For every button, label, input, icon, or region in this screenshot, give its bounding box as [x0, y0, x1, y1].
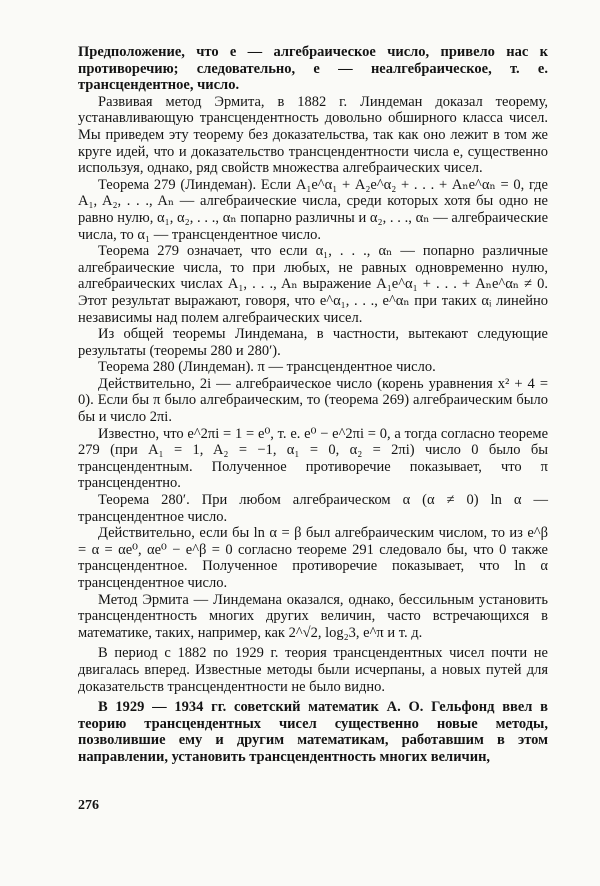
paragraph-theorem-280: Теорема 280 (Линдеман). π — трансцендентное число. — [98, 359, 436, 376]
paragraph-proof-280-part2: Известно, что e^2πi = 1 = e⁰, т. е. e⁰ − e^2πi = 0, а тогда согласно теореме 279 (при A₁ = 1, A₂ = −1, α₁ = 0, α₂ = 2πi) число 0 было бы трансцендентным. Полученное противоречие показывает, что π трансцендентно. — [78, 425, 548, 492]
paragraph-theorem-279: Теорема 279 (Линдеман). Если A₁e^α₁ + A₂e^α₂ + . . . + Aₙe^αₙ = 0, где A₁, A₂, . . ., Aₙ — алгебраические числа, среди которых хотя бы одно не равно нулю, α₁, α₂, . . ., αₙ попарно различны и α₂, . . ., αₙ — алгебраические числа, то α₁ — трансцендентное число. — [78, 176, 548, 243]
paragraph-lindemann-intro: Развивая метод Эрмита, в 1882 г. Линдеман доказал теорему, устанавливающую трансцендентность довольно обширного класса чисел. Мы приведем эту теорему без доказательства, так как оно лежит в том же круге идей, что и доказательство трансцендентности числа e, существенно используя, однако, ряд свойств множества алгебраических чисел. — [78, 93, 548, 177]
paragraph-theorem-279-meaning: Теорема 279 означает, что если α₁, . . ., αₙ — попарно различные алгебраические числа, то при любых, не равных одновременно нулю, алгебраических числах A₁, . . ., Aₙ выражение A₁e^α₁ + . . . + Aₙe^αₙ ≠ 0. Этот результат выражают, говоря, что e^α₁, . . ., e^αₙ при таких αᵢ линейно независимы над полем алгебраических чисел. — [78, 243, 548, 326]
paragraph-proof-280-prime: Действительно, если бы ln α = β был алгебраическим числом, то из e^β = α = αe⁰, αe⁰ − e^β = 0 согласно теореме 291 следовало бы, что 0 также трансцендентное. Полученное противоречие показывает, что ln α трансцендентное число. — [78, 525, 548, 591]
paragraph-proof-280-part1: Действительно, 2i — алгебраическое число (корень уравнения x² + 4 = 0). Если бы π было алгебраическим, то (теорема 269) алгебраическим было бы и число 2πi. — [78, 375, 548, 426]
paragraph-consequences: Из общей теоремы Линдемана, в частности, вытекают следующие результаты (теоремы 280 и 280′). — [78, 326, 548, 359]
paragraph-conclusion-e: Предположение, что e — алгебраическое число, привело нас к противоречию; следовательно, e — неалгебраическое, т. е. трансцендентное, число. — [78, 44, 548, 94]
body-text — [78, 44, 548, 766]
paragraph-hermite-lindemann-limits: Метод Эрмита — Линдемана оказался, однако, бессильным установить трансцендентность многих других величин, часто встречающихся в математике, таких, например, как 2^√2, log₂3, e^π и т. д. — [78, 591, 548, 641]
paragraph-period-1882-1929: В период с 1882 по 1929 г. теория трансцендентных чисел почти не двигалась вперед. Известные методы были исчерпаны, а новых путей для доказательств трансцендентности не было видно. — [78, 645, 548, 695]
paragraph-theorem-280-prime: Теорема 280′. При любом алгебраическом α (α ≠ 0) ln α — трансцендентное число. — [78, 492, 548, 525]
paragraph-gelfond: В 1929 — 1934 гг. советский математик А. О. Гельфонд ввел в теорию трансцендентных чисел существенно новые методы, позволившие ему и другим математикам, работавшим в этом направлении, установить трансцендентность многих величин, — [78, 699, 548, 765]
page-number: 276 — [78, 798, 99, 813]
